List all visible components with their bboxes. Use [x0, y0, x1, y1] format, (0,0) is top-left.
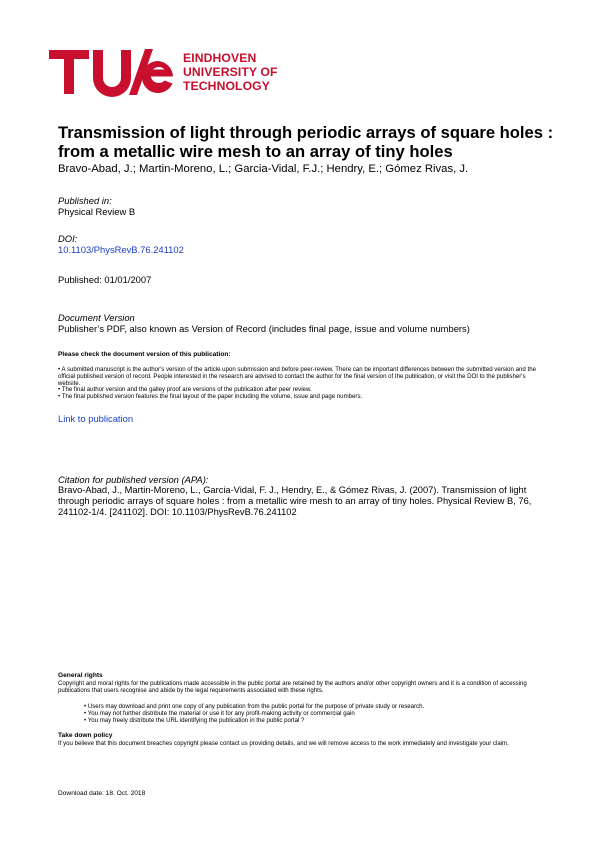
- take-down-heading: Take down policy: [58, 732, 113, 739]
- general-rights-text: Copyright and moral rights for the publications made accessible in the public portal are retained by the authors and/or other copyright owners and it is a condition of accessing publications that users recognise and abide by the legal requirements associated with these rights.: [58, 680, 527, 694]
- tue-logo-mark: [47, 47, 179, 97]
- logo-line-3: TECHNOLOGY: [183, 79, 270, 94]
- logo-line-2: UNIVERSITY OF: [183, 65, 278, 80]
- version-notice-item: • A submitted manuscript is the author's version of the article upon submission and before peer-review. There can be important differences between the submitted version and the official published version of record. People interested in the research are advised to contact the author for the final version of the publication, or visit the DOI to the publisher's website.: [58, 366, 536, 387]
- general-rights-heading: General rights: [58, 672, 103, 679]
- published-in-label: Published in:: [58, 195, 112, 206]
- citation-text: Bravo-Abad, J., Martin-Moreno, L., Garcia-Vidal, F. J., Hendry, E., & Gómez Rivas, J. (2007). Transmission of light through periodic arrays of square holes : from a metallic wire mesh to an array of tiny holes. Physical Review B, 76, 241102-1/4. [241102]. DOI: 10.1103/PhysRevB.76.241102: [58, 485, 532, 517]
- publication-title: Transmission of light through periodic arrays of square holes : from a metallic wire mesh to an array of tiny holes: [58, 123, 554, 161]
- version-notice-item: • The final published version features the final layout of the paper including the volume, issue and page numbers.: [58, 393, 363, 401]
- logo-line-1: EINDHOVEN: [183, 51, 257, 65]
- link-to-publication[interactable]: Link to publication: [58, 413, 134, 424]
- document-version-label: Document Version: [58, 312, 135, 323]
- general-rights-item: • You may not further distribute the material or use it for any profit-making activity or commercial gain: [84, 710, 355, 717]
- general-rights-list: [84, 703, 554, 724]
- doi-link[interactable]: 10.1103/PhysRevB.76.241102: [58, 244, 184, 255]
- doi-label: DOI:: [58, 233, 78, 244]
- version-notice-list: [58, 367, 548, 401]
- general-rights-item: • You may freely distribute the URL identifying the publication in the public portal ?: [84, 717, 305, 724]
- university-logo: [47, 47, 297, 97]
- general-rights-item: • Users may download and print one copy of any publication from the public portal for the purpose of private study or research.: [84, 703, 425, 710]
- take-down-text: If you believe that this document breaches copyright please contact us providing details, and we will remove access to the work immediately and investigate your claim.: [58, 740, 509, 747]
- download-date: Download date: 18. Oct. 2018: [58, 790, 146, 797]
- version-notice-heading: Please check the document version of this publication:: [58, 351, 231, 358]
- version-notice-item: • The final author version and the galley proof are versions of the publication after peer review.: [58, 386, 312, 394]
- citation-label: Citation for published version (APA):: [58, 474, 209, 485]
- document-version-value: Publisher’s PDF, also known as Version of Record (includes final page, issue and volume numbers): [58, 323, 470, 334]
- publication-authors: Bravo-Abad, J.; Martin-Moreno, L.; Garcia-Vidal, F.J.; Hendry, E.; Gómez Rivas, J.: [58, 163, 469, 175]
- published-date: Published: 01/01/2007: [58, 274, 152, 285]
- published-in-value: Physical Review B: [58, 206, 136, 217]
- logo-wordmark: [183, 51, 278, 94]
